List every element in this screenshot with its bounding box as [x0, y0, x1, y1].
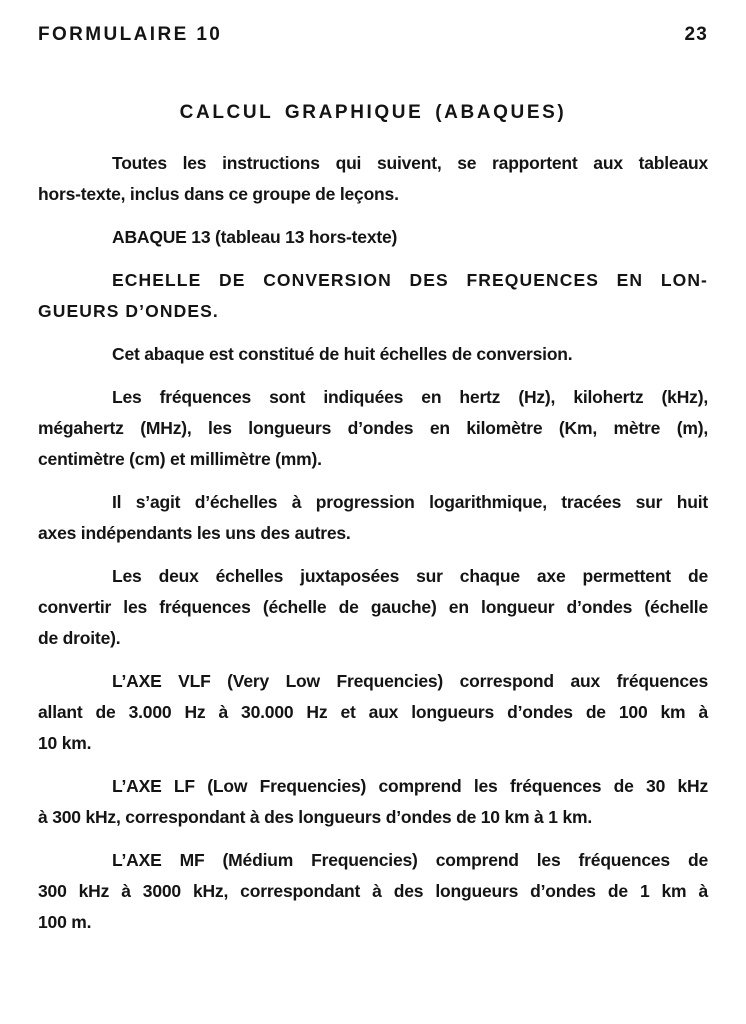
text-line: de droite). [38, 628, 121, 648]
text-line: convertir les fréquences (échelle de gauche) en longueur d’ondes (échelle [38, 597, 708, 617]
text-line: 100 m. [38, 912, 92, 932]
text-line: centimètre (cm) et millimètre (mm). [38, 449, 322, 469]
text-line: mégahertz (MHz), les longueurs d’ondes en kilomètre (Km, mètre (m), [38, 418, 708, 438]
paragraph [38, 339, 708, 370]
text-line: L’AXE LF (Low Frequencies) comprend les fréquences de 30 kHz [112, 776, 708, 796]
text-line: hors-texte, inclus dans ce groupe de leçons. [38, 184, 399, 204]
paragraph [38, 265, 708, 327]
text-line: à 300 kHz, correspondant à des longueurs d’ondes de 10 km à 1 km. [38, 807, 592, 827]
paragraph [38, 845, 708, 938]
text-line: ECHELLE DE CONVERSION DES FREQUENCES EN LON- [112, 270, 708, 290]
paragraph [38, 771, 708, 833]
paragraph [38, 148, 708, 210]
section-title: CALCUL GRAPHIQUE (ABAQUES) [179, 102, 567, 123]
text-line: 300 kHz à 3000 kHz, correspondant à des longueurs d’ondes de 1 km à [38, 881, 708, 901]
paragraph [38, 666, 708, 759]
paragraph [38, 561, 708, 654]
text-line: axes indépendants les uns des autres. [38, 523, 351, 543]
paragraph [38, 382, 708, 475]
text-line: ABAQUE 13 (tableau 13 hors-texte) [112, 227, 398, 247]
document-title: FORMULAIRE 10 [38, 24, 223, 45]
paragraph [38, 222, 708, 253]
text-line: 10 km. [38, 733, 92, 753]
text-line: L’AXE MF (Médium Frequencies) comprend les fréquences de [112, 850, 708, 870]
page-header [38, 24, 708, 46]
text-line: Il s’agit d’échelles à progression logarithmique, tracées sur huit [112, 492, 708, 512]
text-line: GUEURS D’ONDES. [38, 301, 219, 321]
text-line: Les fréquences sont indiquées en hertz (Hz), kilohertz (kHz), [112, 387, 708, 407]
page-number: 23 [684, 24, 708, 45]
text-line: L’AXE VLF (Very Low Frequencies) correspond aux fréquences [112, 671, 708, 691]
paragraph [38, 487, 708, 549]
text-line: Les deux échelles juxtaposées sur chaque axe permettent de [112, 566, 708, 586]
text-line: Toutes les instructions qui suivent, se rapportent aux tableaux [112, 153, 708, 173]
text-line: Cet abaque est constitué de huit échelles de conversion. [112, 344, 573, 364]
paragraphs [38, 148, 708, 938]
text-line: allant de 3.000 Hz à 30.000 Hz et aux longueurs d’ondes de 100 km à [38, 702, 708, 722]
